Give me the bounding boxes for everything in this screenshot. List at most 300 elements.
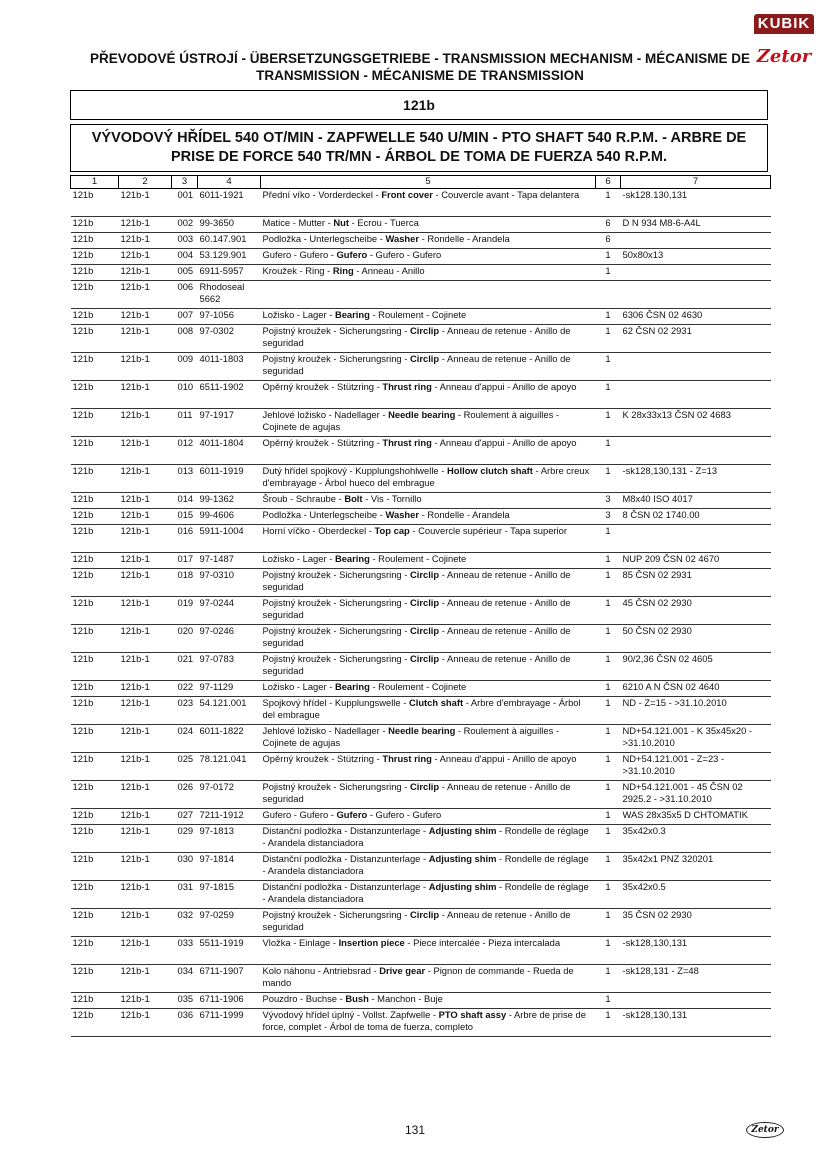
english-name: Needle bearing (388, 725, 456, 736)
description-text: - Piece intercalée - Pieza intercalada (404, 937, 561, 948)
description-text: Podložka - Unterlegscheibe - (262, 233, 386, 244)
table-row (71, 597, 771, 625)
position-cell: 019 (172, 597, 198, 625)
quantity-cell (596, 281, 621, 309)
subgroup-cell: 121b-1 (119, 937, 172, 965)
group-cell: 121b (71, 309, 119, 325)
group-cell: 121b (71, 233, 119, 249)
quantity-cell: 1 (596, 725, 621, 753)
description-text: - Anneau d'appui - Anillo de apoyo (431, 437, 577, 448)
description-cell (261, 353, 596, 381)
group-cell: 121b (71, 881, 119, 909)
remark-cell (621, 381, 771, 409)
group-cell: 121b (71, 509, 119, 525)
description-text: Šroub - Schraube - (262, 493, 345, 504)
section-subtitle: VÝVODOVÝ HŘÍDEL 540 OT/MIN - ZAPFWELLE 540 U/MIN - PTO SHAFT 540 R.P.M. - ARBRE DE PRISE DE FORCE 540 TR/MN - ÁRBOL DE TOMA DE FUERZA 540 R.P.M. (70, 124, 768, 172)
table-row (71, 681, 771, 697)
subgroup-cell: 121b-1 (119, 781, 172, 809)
english-name: Washer (385, 233, 420, 244)
quantity-cell: 1 (596, 653, 621, 681)
english-name: Circlip (409, 653, 440, 664)
description-cell (261, 681, 596, 697)
description-text: - Roulement - Cojinete (369, 309, 467, 320)
part-number-cell: 97-1487 (198, 553, 261, 569)
english-name: Needle bearing (388, 409, 456, 420)
remark-cell: K 28x33x13 ČSN 02 4683 (621, 409, 771, 437)
position-cell: 015 (172, 509, 198, 525)
part-number-cell: 97-0302 (198, 325, 261, 353)
quantity-cell: 1 (596, 249, 621, 265)
description-text: - Roulement - Cojinete (369, 553, 467, 564)
table-row (71, 553, 771, 569)
table-row (71, 217, 771, 233)
position-cell: 034 (172, 965, 198, 993)
description-cell (261, 409, 596, 437)
description-text: Opěrný kroužek - Stützring - (262, 437, 383, 448)
part-number-cell: 5511-1919 (198, 937, 261, 965)
table-row (71, 753, 771, 781)
position-cell: 002 (172, 217, 198, 233)
english-name: Circlip (409, 569, 440, 580)
table-row (71, 381, 771, 409)
description-cell (261, 381, 596, 409)
table-row (71, 909, 771, 937)
description-text: Gufero - Gufero - (262, 809, 337, 820)
position-cell: 023 (172, 697, 198, 725)
description-text: - Manchon - Buje (368, 993, 443, 1004)
description-cell (261, 653, 596, 681)
remark-cell (621, 993, 771, 1009)
description-cell (261, 909, 596, 937)
position-cell: 022 (172, 681, 198, 697)
group-cell: 121b (71, 525, 119, 553)
group-cell: 121b (71, 281, 119, 309)
description-text: Přední víko - Vorderdeckel - (262, 189, 382, 200)
description-text: - Arbre creux d'embrayage - Árbol hueco del embrague (262, 465, 590, 488)
table-row (71, 233, 771, 249)
subgroup-cell: 121b-1 (119, 553, 172, 569)
quantity-cell: 1 (596, 465, 621, 493)
part-number-cell: 54.121.001 (198, 697, 261, 725)
description-cell (261, 281, 596, 309)
part-number-cell: 97-1129 (198, 681, 261, 697)
remark-cell: 62 ČSN 02 2931 (621, 325, 771, 353)
description-cell (261, 189, 596, 217)
description-text: - Anneau de retenue - Anillo de seguridad (262, 353, 571, 376)
quantity-cell: 1 (596, 381, 621, 409)
description-text: - Anneau de retenue - Anillo de seguridad (262, 597, 571, 620)
subgroup-cell: 121b-1 (119, 189, 172, 217)
remark-cell: ND+54.121.001 - Z=23 - >31.10.2010 (621, 753, 771, 781)
quantity-cell: 1 (596, 697, 621, 725)
group-cell: 121b (71, 189, 119, 217)
description-cell (261, 853, 596, 881)
group-code: 121b (70, 90, 768, 120)
english-name: Thrust ring (382, 753, 432, 764)
quantity-cell: 1 (596, 993, 621, 1009)
english-name: Bearing (334, 309, 370, 320)
table-row (71, 725, 771, 753)
remark-cell (621, 265, 771, 281)
group-cell: 121b (71, 993, 119, 1009)
group-cell: 121b (71, 681, 119, 697)
subgroup-cell: 121b-1 (119, 465, 172, 493)
english-name: Gufero (336, 809, 368, 820)
description-cell (261, 233, 596, 249)
part-number-cell: 6911-5957 (198, 265, 261, 281)
group-cell: 121b (71, 753, 119, 781)
remark-cell: 6306 ČSN 02 4630 (621, 309, 771, 325)
description-text: - Roulement à aiguilles - Cojinete de agujas (262, 725, 560, 748)
description-text: Opěrný kroužek - Stützring - (262, 381, 383, 392)
group-cell: 121b (71, 409, 119, 437)
description-text: - Anneau de retenue - Anillo de seguridad (262, 325, 571, 348)
description-cell (261, 881, 596, 909)
english-name: Hollow clutch shaft (446, 465, 533, 476)
description-cell (261, 825, 596, 853)
description-cell (261, 309, 596, 325)
description-text: Dutý hřídel spojkový - Kupplungshohlwelle - (262, 465, 447, 476)
description-text: Pojistný kroužek - Sicherungsring - (262, 597, 410, 608)
english-name: Bolt (344, 493, 363, 504)
group-cell: 121b (71, 325, 119, 353)
english-name: PTO shaft assy (438, 1009, 507, 1020)
column-header: 6 (596, 176, 621, 189)
english-name: Thrust ring (382, 381, 432, 392)
position-cell: 031 (172, 881, 198, 909)
subgroup-cell: 121b-1 (119, 381, 172, 409)
position-cell: 016 (172, 525, 198, 553)
remark-cell: -sk128,131 - Z=48 (621, 965, 771, 993)
remark-cell: 50 ČSN 02 2930 (621, 625, 771, 653)
group-cell: 121b (71, 965, 119, 993)
subgroup-cell: 121b-1 (119, 993, 172, 1009)
description-text: - Couvercle avant - Tapa delantera (432, 189, 580, 200)
part-number-cell: Rhodoseal 5662 (198, 281, 261, 309)
english-name: Circlip (409, 353, 440, 364)
subgroup-cell: 121b-1 (119, 409, 172, 437)
position-cell: 029 (172, 825, 198, 853)
description-text: - Vis - Tornillo (362, 493, 422, 504)
description-text: Distanční podložka - Distanzunterlage - (262, 825, 429, 836)
quantity-cell: 1 (596, 965, 621, 993)
remark-cell: 45 ČSN 02 2930 (621, 597, 771, 625)
description-cell (261, 725, 596, 753)
description-cell (261, 249, 596, 265)
description-text: Distanční podložka - Distanzunterlage - (262, 853, 429, 864)
part-number-cell: 60.147.901 (198, 233, 261, 249)
part-number-cell: 53.129.901 (198, 249, 261, 265)
quantity-cell: 6 (596, 217, 621, 233)
position-cell: 021 (172, 653, 198, 681)
subgroup-cell: 121b-1 (119, 525, 172, 553)
quantity-cell: 1 (596, 597, 621, 625)
group-cell: 121b (71, 553, 119, 569)
quantity-cell: 3 (596, 509, 621, 525)
subgroup-cell: 121b-1 (119, 217, 172, 233)
part-number-cell: 97-0259 (198, 909, 261, 937)
description-text: Ložisko - Lager - (262, 309, 335, 320)
position-cell: 005 (172, 265, 198, 281)
part-number-cell: 97-1813 (198, 825, 261, 853)
group-cell: 121b (71, 353, 119, 381)
english-name: Thrust ring (382, 437, 432, 448)
table-row (71, 409, 771, 437)
quantity-cell: 1 (596, 1009, 621, 1037)
table-row (71, 509, 771, 525)
position-cell: 006 (172, 281, 198, 309)
description-cell (261, 217, 596, 233)
quantity-cell: 1 (596, 853, 621, 881)
remark-cell: ND+54.121.001 - K 35x45x20 - >31.10.2010 (621, 725, 771, 753)
english-name: Circlip (409, 781, 440, 792)
description-text: Pojistný kroužek - Sicherungsring - (262, 625, 410, 636)
part-number-cell: 97-0244 (198, 597, 261, 625)
table-row (71, 465, 771, 493)
group-cell: 121b (71, 465, 119, 493)
group-cell: 121b (71, 437, 119, 465)
position-cell: 036 (172, 1009, 198, 1037)
group-cell: 121b (71, 725, 119, 753)
description-cell (261, 697, 596, 725)
remark-cell: -sk128,130,131 - Z=13 (621, 465, 771, 493)
description-text: Pojistný kroužek - Sicherungsring - (262, 653, 410, 664)
description-text: Pojistný kroužek - Sicherungsring - (262, 325, 410, 336)
description-cell (261, 965, 596, 993)
remark-cell: NUP 209 ČSN 02 4670 (621, 553, 771, 569)
description-text: - Anneau d'appui - Anillo de apoyo (431, 753, 577, 764)
part-number-cell: 97-1814 (198, 853, 261, 881)
description-cell (261, 569, 596, 597)
english-name: Adjusting shim (428, 881, 497, 892)
table-row (71, 353, 771, 381)
description-text: Kroužek - Ring - (262, 265, 333, 276)
group-cell: 121b (71, 653, 119, 681)
table-row (71, 965, 771, 993)
description-text: Pouzdro - Buchse - (262, 993, 346, 1004)
description-cell (261, 597, 596, 625)
description-cell (261, 465, 596, 493)
quantity-cell: 1 (596, 437, 621, 465)
position-cell: 032 (172, 909, 198, 937)
position-cell: 030 (172, 853, 198, 881)
description-cell (261, 525, 596, 553)
description-cell (261, 553, 596, 569)
column-header: 7 (621, 176, 771, 189)
group-cell: 121b (71, 597, 119, 625)
position-cell: 008 (172, 325, 198, 353)
position-cell: 027 (172, 809, 198, 825)
part-number-cell: 97-1917 (198, 409, 261, 437)
group-cell: 121b (71, 265, 119, 281)
group-cell: 121b (71, 809, 119, 825)
part-number-cell: 97-0246 (198, 625, 261, 653)
description-text: Kolo náhonu - Antriebsrad - (262, 965, 380, 976)
part-number-cell: 78.121.041 (198, 753, 261, 781)
subgroup-cell: 121b-1 (119, 265, 172, 281)
subgroup-cell: 121b-1 (119, 809, 172, 825)
subgroup-cell: 121b-1 (119, 249, 172, 265)
description-text: - Pignon de commande - Rueda de mando (262, 965, 574, 988)
part-number-cell: 6711-1999 (198, 1009, 261, 1037)
position-cell: 004 (172, 249, 198, 265)
subgroup-cell: 121b-1 (119, 509, 172, 525)
english-name: Adjusting shim (428, 853, 497, 864)
subgroup-cell: 121b-1 (119, 853, 172, 881)
group-cell: 121b (71, 1009, 119, 1037)
table-row (71, 853, 771, 881)
remark-cell (621, 281, 771, 309)
table-row (71, 809, 771, 825)
table-row (71, 281, 771, 309)
subgroup-cell: 121b-1 (119, 353, 172, 381)
group-cell: 121b (71, 625, 119, 653)
column-header: 4 (198, 176, 261, 189)
description-text: Pojistný kroužek - Sicherungsring - (262, 781, 410, 792)
description-cell (261, 781, 596, 809)
subgroup-cell: 121b-1 (119, 753, 172, 781)
description-text: Horní víčko - Oberdeckel - (262, 525, 375, 536)
group-cell: 121b (71, 909, 119, 937)
description-cell (261, 265, 596, 281)
english-name: Bearing (334, 553, 370, 564)
remark-cell: 35x42x1 PNZ 320201 (621, 853, 771, 881)
description-text: - Rondelle de réglage - Arandela distanciadora (262, 853, 589, 876)
position-cell: 026 (172, 781, 198, 809)
subgroup-cell: 121b-1 (119, 653, 172, 681)
position-cell: 001 (172, 189, 198, 217)
table-row (71, 309, 771, 325)
english-name: Circlip (409, 625, 440, 636)
position-cell: 012 (172, 437, 198, 465)
position-cell: 024 (172, 725, 198, 753)
quantity-cell: 1 (596, 353, 621, 381)
quantity-cell: 1 (596, 265, 621, 281)
description-cell (261, 437, 596, 465)
description-text: Ložisko - Lager - (262, 681, 335, 692)
part-number-cell: 7211-1912 (198, 809, 261, 825)
quantity-cell: 1 (596, 681, 621, 697)
quantity-cell: 1 (596, 553, 621, 569)
subgroup-cell: 121b-1 (119, 1009, 172, 1037)
position-cell: 017 (172, 553, 198, 569)
table-row (71, 525, 771, 553)
parts-table (70, 175, 771, 1037)
english-name: Ring (332, 265, 354, 276)
table-row (71, 781, 771, 809)
part-number-cell: 6011-1921 (198, 189, 261, 217)
remark-cell (621, 525, 771, 553)
subgroup-cell: 121b-1 (119, 965, 172, 993)
description-cell (261, 1009, 596, 1037)
description-text: Spojkový hřídel - Kupplungswelle - (262, 697, 409, 708)
table-header (71, 176, 771, 189)
description-text: - Ecrou - Tuerca (348, 217, 419, 228)
position-cell: 007 (172, 309, 198, 325)
description-cell (261, 509, 596, 525)
part-number-cell: 97-0310 (198, 569, 261, 597)
english-name: Bearing (334, 681, 370, 692)
table-row (71, 881, 771, 909)
quantity-cell: 1 (596, 569, 621, 597)
description-cell (261, 753, 596, 781)
quantity-cell: 1 (596, 809, 621, 825)
position-cell: 010 (172, 381, 198, 409)
description-text: - Gufero - Gufero (367, 809, 442, 820)
description-text: - Anneau de retenue - Anillo de seguridad (262, 909, 571, 932)
english-name: Front cover (381, 189, 433, 200)
remark-cell: -sk128,130,131 (621, 937, 771, 965)
kubik-logo: KUBIK (754, 14, 814, 34)
subgroup-cell: 121b-1 (119, 697, 172, 725)
remark-cell: 35x42x0.5 (621, 881, 771, 909)
description-text: Gufero - Gufero - (262, 249, 337, 260)
table-row (71, 653, 771, 681)
quantity-cell: 6 (596, 233, 621, 249)
english-name: Drive gear (379, 965, 426, 976)
description-text: - Gufero - Gufero (367, 249, 442, 260)
subgroup-cell: 121b-1 (119, 625, 172, 653)
position-cell: 025 (172, 753, 198, 781)
description-cell (261, 993, 596, 1009)
table-row (71, 1009, 771, 1037)
position-cell: 033 (172, 937, 198, 965)
subgroup-cell: 121b-1 (119, 569, 172, 597)
position-cell: 003 (172, 233, 198, 249)
zetor-footer-logo: Zetor (746, 1122, 784, 1138)
part-number-cell: 6511-1902 (198, 381, 261, 409)
description-text: - Roulement - Cojinete (369, 681, 467, 692)
quantity-cell: 1 (596, 189, 621, 217)
part-number-cell: 97-0172 (198, 781, 261, 809)
remark-cell: M8x40 ISO 4017 (621, 493, 771, 509)
description-text: Vložka - Einlage - (262, 937, 339, 948)
part-number-cell: 99-4606 (198, 509, 261, 525)
part-number-cell: 6711-1907 (198, 965, 261, 993)
part-number-cell: 97-1815 (198, 881, 261, 909)
remark-cell (621, 233, 771, 249)
remark-cell: -sk128.130,131 (621, 189, 771, 217)
description-text: - Arbre d'embrayage - Árbol del embrague (262, 697, 581, 720)
group-cell: 121b (71, 937, 119, 965)
english-name: Washer (385, 509, 420, 520)
quantity-cell: 1 (596, 753, 621, 781)
description-text: - Rondelle - Arandela (419, 509, 510, 520)
english-name: Gufero (336, 249, 368, 260)
group-cell: 121b (71, 853, 119, 881)
remark-cell: 50x80x13 (621, 249, 771, 265)
remark-cell: 85 ČSN 02 2931 (621, 569, 771, 597)
english-name: Adjusting shim (428, 825, 497, 836)
remark-cell: 90/2,36 ČSN 02 4605 (621, 653, 771, 681)
subgroup-cell: 121b-1 (119, 725, 172, 753)
english-name: Clutch shaft (408, 697, 464, 708)
part-number-cell: 4011-1804 (198, 437, 261, 465)
description-cell (261, 809, 596, 825)
quantity-cell: 1 (596, 781, 621, 809)
description-text: - Anneau d'appui - Anillo de apoyo (431, 381, 577, 392)
subgroup-cell: 121b-1 (119, 493, 172, 509)
description-text: - Anneau - Anillo (353, 265, 425, 276)
description-text: Pojistný kroužek - Sicherungsring - (262, 569, 410, 580)
group-cell: 121b (71, 697, 119, 725)
part-number-cell: 99-3650 (198, 217, 261, 233)
description-text: Jehlové ložisko - Nadellager - (262, 725, 389, 736)
position-cell: 020 (172, 625, 198, 653)
subgroup-cell: 121b-1 (119, 233, 172, 249)
remark-cell (621, 353, 771, 381)
group-cell: 121b (71, 781, 119, 809)
